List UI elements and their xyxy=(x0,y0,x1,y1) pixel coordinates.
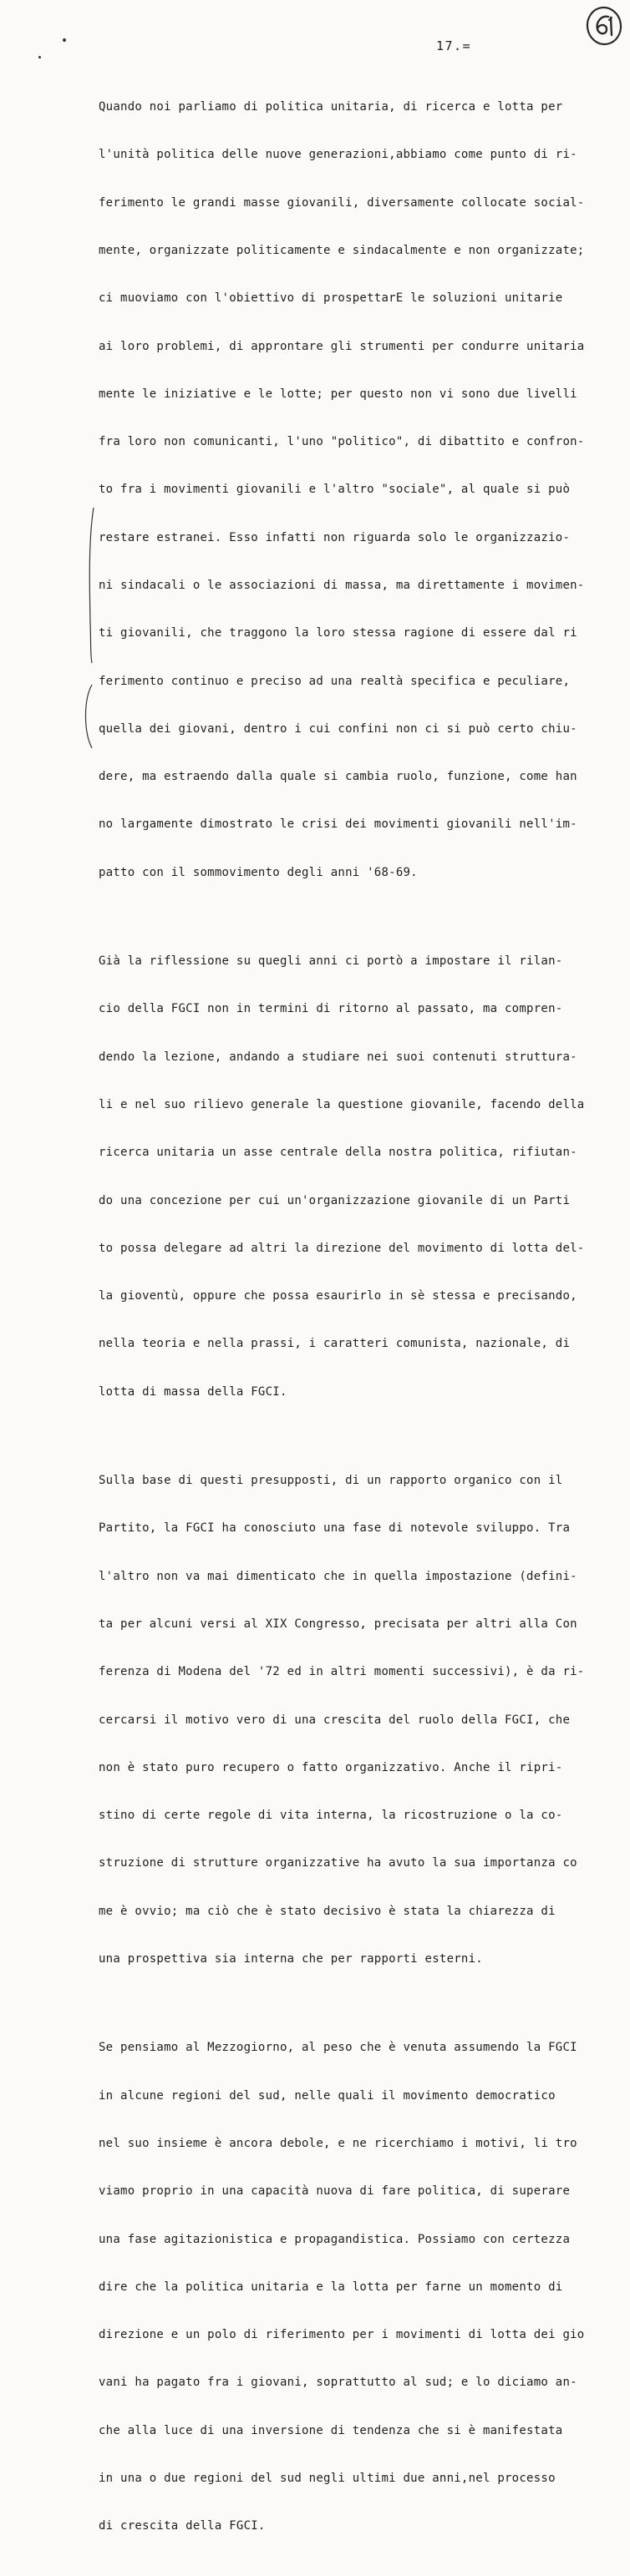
text-line: di crescita della FGCI. xyxy=(99,2519,266,2533)
text-line: ricerca unitaria un asse centrale della nostra politica, rifiutan- xyxy=(99,1146,577,1160)
text-line: stino di certe regole di vita interna, la ricostruzione o la co- xyxy=(99,1809,563,1823)
text-line: Sulla base di questi presupposti, di un rapporto organico con il xyxy=(99,1474,563,1488)
text-line: viamo proprio in una capacità nuova di fare politica, di superare xyxy=(99,2184,571,2199)
margin-mark-bracket xyxy=(87,506,97,665)
ink-speck xyxy=(38,56,41,58)
paragraph xyxy=(99,1441,600,1999)
text-line: l'altro non va mai dimenticato che in quella impostazione (defini- xyxy=(99,1569,577,1583)
text-line: la gioventù, oppure che possa esaurirlo in sè stessa e precisando, xyxy=(99,1289,577,1303)
text-line: mente, organizzate politicamente e sindacalmente e non organizzate; xyxy=(99,244,585,258)
text-line: fra loro non comunicanti, l'uno "politico", di dibattito e confron- xyxy=(99,435,585,449)
text-line: to possa delegare ad altri la direzione del movimento di lotta del- xyxy=(99,1241,585,1255)
text-line: in una o due regioni del sud negli ultimi due anni,nel processo xyxy=(99,2471,556,2485)
text-line: mente le iniziative e le lotte; per questo non vi sono due livelli xyxy=(99,387,577,401)
text-line: nella teoria e nella prassi, i caratteri comunista, nazionale, di xyxy=(99,1337,571,1351)
text-line: dere, ma estraendo dalla quale si cambia ruolo, funzione, come han xyxy=(99,770,577,784)
text-line: li e nel suo rilievo generale la questione giovanile, facendo della xyxy=(99,1098,585,1111)
text-line: Partito, la FGCI ha conosciuto una fase di notevole sviluppo. Tra xyxy=(99,1521,571,1536)
text-line: cercarsi il motivo vero di una crescita del ruolo della FGCI, che xyxy=(99,1713,571,1727)
text-line: in alcune regioni del sud, nelle quali il movimento democratico xyxy=(99,2088,556,2103)
text-line: no largamente dimostrato le crisi dei movimenti giovanili nell'im- xyxy=(99,817,577,832)
text-line: patto con il sommovimento degli anni '68-69. xyxy=(99,865,418,879)
text-line: quella dei giovani, dentro i cui confini non ci si può certo chiu- xyxy=(99,721,577,736)
text-line: ai loro problemi, di approntare gli strumenti per condurre unitaria xyxy=(99,339,585,353)
text-line: struzione di strutture organizzative ha avuto la sua importanza co xyxy=(99,1856,577,1870)
text-line: ta per alcuni versi al XIX Congresso, precisata per altri alla Con xyxy=(99,1617,577,1631)
paragraph xyxy=(99,68,600,913)
text-line: to fra i movimenti giovanili e l'altro "sociale", al quale si può xyxy=(99,483,571,497)
page-number: 17.= xyxy=(436,38,472,53)
text-line: non è stato puro recupero o fatto organizzativo. Anche il ripri- xyxy=(99,1760,563,1774)
document-body xyxy=(99,68,600,2576)
paragraph xyxy=(99,2008,600,2566)
text-line: restare estranei. Esso infatti non riguarda solo le organizzazio- xyxy=(99,530,571,544)
margin-mark-parenthesis xyxy=(82,683,95,750)
text-line: cio della FGCI non in termini di ritorno al passato, ma compren- xyxy=(99,1002,563,1016)
text-line: Quando noi parliamo di politica unitaria, di ricerca e lotta per xyxy=(99,100,563,114)
text-line: me è ovvio; ma ciò che è stato decisivo è stata la chiarezza di xyxy=(99,1904,556,1918)
paragraph xyxy=(99,922,600,1432)
text-line: vani ha pagato fra i giovani, soprattutto al sud; e lo diciamo an- xyxy=(99,2376,577,2390)
text-line: lotta di massa della FGCI. xyxy=(99,1384,287,1399)
text-line: una fase agitazionistica e propagandistica. Possiamo con certezza xyxy=(99,2232,571,2246)
text-line: direzione e un polo di riferimento per i movimenti di lotta dei gio xyxy=(99,2328,585,2342)
text-line: dendo la lezione, andando a studiare nei suoi contenuti struttura- xyxy=(99,1050,577,1064)
text-line: l'unità politica delle nuove generazioni,abbiamo come punto di ri- xyxy=(99,148,577,162)
text-line: Se pensiamo al Mezzogiorno, al peso che è venuta assumendo la FGCI xyxy=(99,2041,577,2055)
text-line: che alla luce di una inversione di tendenza che si è manifestata xyxy=(99,2423,563,2437)
text-line: do una concezione per cui un'organizzazione giovanile di un Parti xyxy=(99,1193,571,1207)
text-line: ci muoviamo con l'obiettivo di prospettarE le soluzioni unitarie xyxy=(99,291,563,306)
text-line: ti giovanili, che traggono la loro stessa ragione di essere dal ri xyxy=(99,626,577,640)
text-line: ferimento le grandi masse giovanili, diversamente collocate social- xyxy=(99,195,585,210)
text-line: nel suo insieme è ancora debole, e ne ricerchiamo i motivi, li tro xyxy=(99,2137,577,2150)
text-line: dire che la politica unitaria e la lotta per farne un momento di xyxy=(99,2280,563,2294)
text-line: ferenza di Modena del '72 ed in altri momenti successivi), è da ri- xyxy=(99,1665,585,1679)
text-line: ni sindacali o le associazioni di massa, ma direttamente i movimen- xyxy=(99,579,585,592)
text-line: una prospettiva sia interna che per rapporti esterni. xyxy=(99,1951,483,1966)
text-line: Già la riflessione su quegli anni ci portò a impostare il rilan- xyxy=(99,954,563,969)
text-line: ferimento continuo e preciso ad una realtà specifica e peculiare, xyxy=(99,674,571,688)
folio-stamp xyxy=(585,5,623,47)
ink-speck xyxy=(63,38,66,42)
